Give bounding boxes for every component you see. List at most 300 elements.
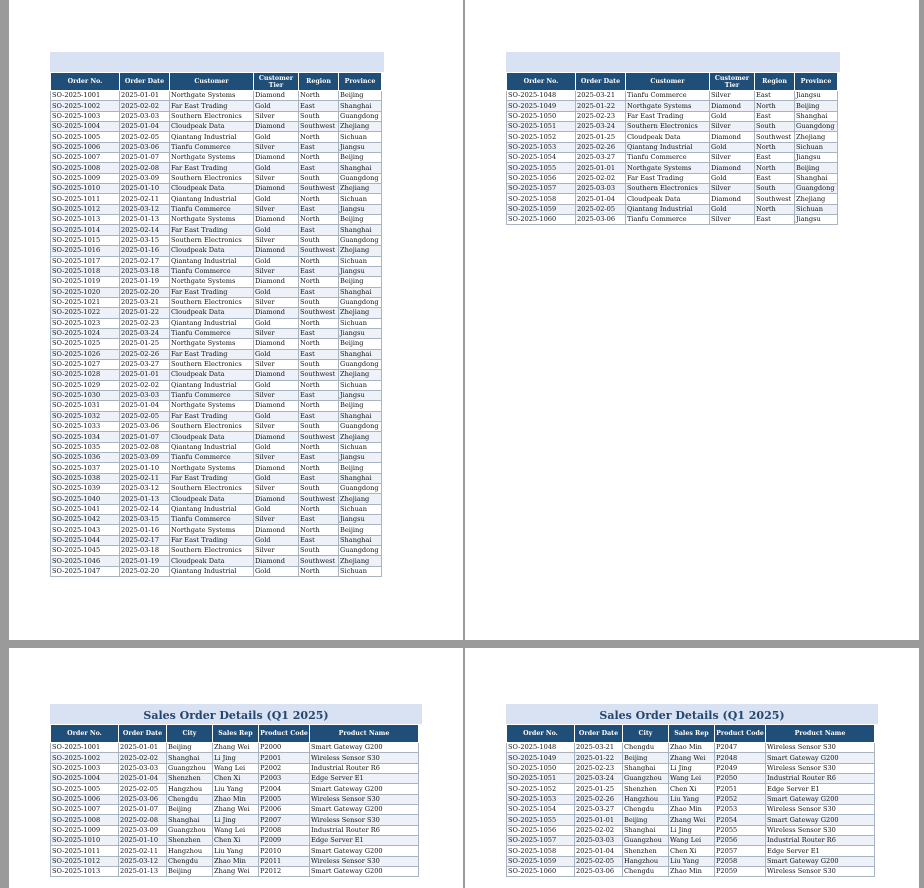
table-row — [507, 815, 875, 825]
table-cell: Beijing — [795, 163, 838, 173]
table-cell: Smart Gateway G200 — [310, 867, 419, 877]
table-cell: Gold — [254, 380, 299, 390]
table-cell: SO-2025-1027 — [51, 359, 120, 369]
table-cell: Guangdong — [795, 184, 838, 194]
table-cell: Guangdong — [339, 422, 382, 432]
table-cell: Jiangsu — [339, 390, 382, 400]
table-cell: SO-2025-1034 — [51, 432, 120, 442]
table-cell: Wang Lei — [669, 774, 715, 784]
table-cell: Southern Electronics — [626, 184, 710, 194]
table-cell: Silver — [254, 111, 299, 121]
column-header: Customer — [170, 73, 254, 91]
table-cell: North — [299, 215, 339, 225]
table-row — [51, 308, 382, 318]
table-cell: Silver — [710, 184, 755, 194]
header-row — [51, 725, 419, 743]
table-row — [51, 277, 382, 287]
table-cell: SO-2025-1019 — [51, 277, 120, 287]
table-cell: Hangzhou — [167, 784, 213, 794]
table-row — [507, 763, 875, 773]
table-row — [51, 328, 382, 338]
table-cell: SO-2025-1047 — [51, 566, 120, 576]
table-cell: Guangdong — [795, 122, 838, 132]
table-cell: Wang Lei — [213, 825, 259, 835]
table-cell: Gold — [254, 194, 299, 204]
table-cell: Diamond — [710, 132, 755, 142]
table-cell: Tianfu Commerce — [170, 328, 254, 338]
table-cell: SO-2025-1031 — [51, 401, 120, 411]
table-cell: Far East Trading — [626, 173, 710, 183]
table-cell: Far East Trading — [170, 349, 254, 359]
table-cell: Zhejiang — [339, 308, 382, 318]
table-cell: Wireless Sensor S30 — [766, 867, 875, 877]
table-cell: Beijing — [339, 463, 382, 473]
table-cell: Cloudpeak Data — [170, 122, 254, 132]
table-cell: Shanghai — [795, 111, 838, 121]
table-row — [507, 794, 875, 804]
table-cell: 2025-01-07 — [120, 153, 170, 163]
table-cell: Gold — [710, 111, 755, 121]
table-cell: SO-2025-1011 — [51, 846, 119, 856]
table-cell: SO-2025-1043 — [51, 525, 120, 535]
table-cell: North — [299, 339, 339, 349]
table-cell: SO-2025-1055 — [507, 815, 575, 825]
table-cell: Gold — [254, 163, 299, 173]
table-row — [507, 846, 875, 856]
table-row — [51, 484, 382, 494]
table-row — [51, 380, 382, 390]
table-cell: Northgate Systems — [170, 153, 254, 163]
table-cell: North — [299, 132, 339, 142]
table-cell: SO-2025-1009 — [51, 825, 119, 835]
table-cell: Silver — [254, 390, 299, 400]
table-cell: Guangdong — [339, 235, 382, 245]
table-row — [507, 805, 875, 815]
table-cell: Smart Gateway G200 — [766, 856, 875, 866]
table-cell: Sichuan — [339, 380, 382, 390]
table-cell: 2025-02-14 — [120, 504, 170, 514]
table-cell: North — [299, 153, 339, 163]
table-cell: Diamond — [254, 494, 299, 504]
table-cell: South — [299, 359, 339, 369]
table-cell: 2025-02-11 — [120, 473, 170, 483]
column-header: Order Date — [576, 73, 626, 91]
table-cell: Smart Gateway G200 — [310, 784, 419, 794]
table-cell: Edge Server E1 — [766, 784, 875, 794]
table-cell: SO-2025-1006 — [51, 794, 119, 804]
table-row — [51, 836, 419, 846]
table-cell: Gold — [254, 225, 299, 235]
table-row — [51, 142, 382, 152]
table-block — [50, 52, 384, 577]
table-cell: Southwest — [299, 556, 339, 566]
table-row — [507, 122, 838, 132]
table-cell: 2025-03-09 — [120, 173, 170, 183]
table-row — [507, 867, 875, 877]
table-row — [51, 753, 419, 763]
table-row — [51, 774, 419, 784]
table-cell: SO-2025-1049 — [507, 753, 575, 763]
table-cell: 2025-01-04 — [120, 122, 170, 132]
table-row — [51, 515, 382, 525]
table-cell: 2025-03-15 — [120, 235, 170, 245]
table-cell: SO-2025-1008 — [51, 163, 120, 173]
table-cell: Shenzhen — [623, 846, 669, 856]
table-cell: Industrial Router R6 — [310, 825, 419, 835]
table-cell: Beijing — [339, 277, 382, 287]
table-cell: 2025-03-06 — [120, 422, 170, 432]
table-cell: Southern Electronics — [626, 122, 710, 132]
table-cell: Zhejiang — [339, 246, 382, 256]
table-cell: 2025-02-23 — [575, 763, 623, 773]
table-cell: East — [299, 101, 339, 111]
table-cell: Silver — [254, 515, 299, 525]
table-cell: 2025-02-20 — [120, 566, 170, 576]
table-cell: P2053 — [715, 805, 766, 815]
table-row — [507, 856, 875, 866]
table-cell: 2025-03-06 — [120, 142, 170, 152]
table-cell: SO-2025-1003 — [51, 111, 120, 121]
table-cell: 2025-03-27 — [576, 153, 626, 163]
table-cell: Northgate Systems — [170, 91, 254, 101]
column-header: Province — [339, 73, 382, 91]
table-cell: SO-2025-1054 — [507, 153, 576, 163]
table-cell: Guangdong — [339, 173, 382, 183]
table-cell: Southwest — [755, 194, 795, 204]
table-cell: Silver — [254, 235, 299, 245]
table-cell: Chengdu — [623, 867, 669, 877]
table-cell: Shanghai — [339, 535, 382, 545]
table-cell: Gold — [710, 142, 755, 152]
table-cell: East — [299, 204, 339, 214]
table-row — [51, 556, 382, 566]
table-cell: 2025-02-02 — [120, 101, 170, 111]
table-cell: Northgate Systems — [170, 339, 254, 349]
table-cell: 2025-02-20 — [120, 287, 170, 297]
table-cell: Far East Trading — [170, 225, 254, 235]
table-cell: SO-2025-1005 — [51, 132, 120, 142]
table-cell: South — [299, 173, 339, 183]
table-cell: 2025-03-21 — [575, 743, 623, 753]
table-cell: Edge Server E1 — [310, 774, 419, 784]
table-cell: SO-2025-1040 — [51, 494, 120, 504]
table-cell: North — [299, 318, 339, 328]
table-row — [51, 111, 382, 121]
table-cell: 2025-02-02 — [119, 753, 167, 763]
table-cell: Shanghai — [339, 473, 382, 483]
table-cell: Jiangsu — [795, 153, 838, 163]
table-row — [51, 856, 419, 866]
table-cell: Shanghai — [339, 411, 382, 421]
table-cell: Zhejiang — [339, 556, 382, 566]
table-cell: Diamond — [254, 525, 299, 535]
orders-table-customers-cont — [506, 72, 838, 225]
table-cell: SO-2025-1042 — [51, 515, 120, 525]
table-cell: Tianfu Commerce — [626, 91, 710, 101]
table-cell: Diamond — [254, 215, 299, 225]
table-cell: 2025-03-12 — [119, 856, 167, 866]
table-cell: 2025-02-08 — [119, 815, 167, 825]
table-cell: Beijing — [167, 805, 213, 815]
table-cell: 2025-02-08 — [120, 442, 170, 452]
table-cell: Cloudpeak Data — [170, 370, 254, 380]
table-cell: 2025-01-07 — [120, 432, 170, 442]
table-row — [51, 359, 382, 369]
table-cell: Silver — [254, 422, 299, 432]
table-cell: 2025-01-07 — [119, 805, 167, 815]
table-cell: Smart Gateway G200 — [766, 794, 875, 804]
table-cell: Guangzhou — [623, 774, 669, 784]
table-cell: Zhejiang — [795, 194, 838, 204]
table-cell: SO-2025-1004 — [51, 122, 120, 132]
table-cell: SO-2025-1029 — [51, 380, 120, 390]
table-row — [51, 215, 382, 225]
table-cell: Diamond — [254, 308, 299, 318]
table-cell: Southwest — [299, 308, 339, 318]
table-cell: North — [299, 463, 339, 473]
table-cell: 2025-02-26 — [576, 142, 626, 152]
table-cell: Wang Lei — [213, 763, 259, 773]
table-cell: SO-2025-1016 — [51, 246, 120, 256]
column-header: City — [623, 725, 669, 743]
table-cell: SO-2025-1048 — [507, 743, 575, 753]
column-header: Region — [755, 73, 795, 91]
table-row — [507, 101, 838, 111]
print-page-4 — [465, 648, 919, 888]
table-row — [51, 422, 382, 432]
table-cell: 2025-03-27 — [575, 805, 623, 815]
table-cell: SO-2025-1059 — [507, 204, 576, 214]
table-cell: South — [299, 297, 339, 307]
table-cell: Cloudpeak Data — [626, 194, 710, 204]
table-cell: Wireless Sensor S30 — [766, 743, 875, 753]
table-block — [50, 704, 422, 877]
table-cell: Gold — [254, 504, 299, 514]
table-cell: South — [755, 122, 795, 132]
table-block — [506, 52, 840, 225]
table-cell: Beijing — [339, 401, 382, 411]
print-page-2 — [465, 0, 919, 640]
table-row — [51, 370, 382, 380]
table-cell: 2025-01-10 — [119, 836, 167, 846]
table-cell: Shenzhen — [167, 836, 213, 846]
table-cell: Sichuan — [795, 142, 838, 152]
table-cell: Diamond — [254, 463, 299, 473]
table-cell: Chen Xi — [669, 846, 715, 856]
table-cell: SO-2025-1015 — [51, 235, 120, 245]
table-cell: Diamond — [254, 556, 299, 566]
table-cell: East — [299, 453, 339, 463]
table-cell: Silver — [254, 142, 299, 152]
table-cell: Industrial Router R6 — [766, 836, 875, 846]
table-cell: 2025-02-26 — [120, 349, 170, 359]
table-cell: Cloudpeak Data — [170, 246, 254, 256]
table-cell: Zhao Min — [669, 867, 715, 877]
table-cell: Southern Electronics — [170, 235, 254, 245]
table-cell: SO-2025-1013 — [51, 215, 120, 225]
table-cell: Guangzhou — [623, 836, 669, 846]
table-cell: Gold — [254, 318, 299, 328]
table-cell: P2007 — [259, 815, 310, 825]
table-row — [507, 111, 838, 121]
table-cell: P2008 — [259, 825, 310, 835]
column-header: City — [167, 725, 213, 743]
table-row — [51, 763, 419, 773]
table-cell: Far East Trading — [170, 101, 254, 111]
table-cell: 2025-01-04 — [120, 401, 170, 411]
table-cell: SO-2025-1060 — [507, 867, 575, 877]
table-cell: SO-2025-1051 — [507, 774, 575, 784]
table-cell: P2050 — [715, 774, 766, 784]
table-cell: Silver — [254, 266, 299, 276]
table-row — [51, 473, 382, 483]
print-page-1 — [9, 0, 463, 640]
table-row — [507, 215, 838, 225]
table-cell: 2025-03-09 — [120, 453, 170, 463]
table-cell: SO-2025-1033 — [51, 422, 120, 432]
table-cell: 2025-01-25 — [120, 339, 170, 349]
table-cell: Northgate Systems — [170, 525, 254, 535]
table-cell: Beijing — [167, 867, 213, 877]
table-row — [507, 184, 838, 194]
table-cell: 2025-02-14 — [120, 225, 170, 235]
table-cell: Shanghai — [339, 287, 382, 297]
table-cell: SO-2025-1055 — [507, 163, 576, 173]
table-cell: South — [299, 422, 339, 432]
table-cell: SO-2025-1052 — [507, 132, 576, 142]
table-row — [51, 246, 382, 256]
table-cell: East — [755, 111, 795, 121]
table-row — [507, 163, 838, 173]
table-cell: Diamond — [710, 194, 755, 204]
table-cell: SO-2025-1007 — [51, 805, 119, 815]
table-cell: 2025-02-05 — [119, 784, 167, 794]
table-cell: Silver — [254, 359, 299, 369]
table-cell: Jiangsu — [339, 142, 382, 152]
table-cell: Jiangsu — [339, 453, 382, 463]
table-cell: SO-2025-1022 — [51, 308, 120, 318]
table-row — [51, 101, 382, 111]
table-cell: Gold — [254, 566, 299, 576]
table-cell: Cloudpeak Data — [170, 308, 254, 318]
table-cell: Beijing — [339, 525, 382, 535]
table-cell: 2025-03-03 — [576, 184, 626, 194]
table-cell: Beijing — [339, 153, 382, 163]
table-cell: P2057 — [715, 846, 766, 856]
table-cell: 2025-03-06 — [575, 867, 623, 877]
table-cell: Southwest — [299, 370, 339, 380]
table-cell: Jiangsu — [339, 204, 382, 214]
table-cell: Northgate Systems — [170, 215, 254, 225]
table-cell: P2006 — [259, 805, 310, 815]
table-row — [507, 774, 875, 784]
orders-table-products — [50, 724, 419, 877]
table-cell: P2001 — [259, 753, 310, 763]
table-cell: 2025-03-21 — [576, 91, 626, 101]
table-cell: SO-2025-1056 — [507, 825, 575, 835]
table-cell: Shenzhen — [167, 774, 213, 784]
table-cell: Southwest — [299, 246, 339, 256]
table-cell: East — [299, 328, 339, 338]
table-cell: Silver — [254, 546, 299, 556]
column-header: Region — [299, 73, 339, 91]
print-page-3 — [9, 648, 463, 888]
table-row — [51, 91, 382, 101]
table-cell: Wang Lei — [669, 836, 715, 846]
table-cell: Zhejiang — [339, 494, 382, 504]
table-row — [51, 235, 382, 245]
table-cell: Diamond — [710, 163, 755, 173]
table-cell: Hangzhou — [623, 794, 669, 804]
table-cell: 2025-01-25 — [576, 132, 626, 142]
table-cell: Guangdong — [339, 484, 382, 494]
table-cell: Jiangsu — [339, 328, 382, 338]
table-cell: East — [299, 163, 339, 173]
table-cell: Qiantang Industrial — [170, 194, 254, 204]
report-title: Sales Order Details (Q1 2025) — [506, 704, 878, 724]
table-cell: Gold — [254, 132, 299, 142]
title-band — [506, 52, 840, 72]
table-cell: Chengdu — [167, 794, 213, 804]
table-cell: Silver — [254, 173, 299, 183]
table-cell: 2025-02-05 — [576, 204, 626, 214]
table-cell: East — [299, 515, 339, 525]
table-row — [51, 153, 382, 163]
table-row — [507, 836, 875, 846]
table-cell: Li Jing — [213, 815, 259, 825]
table-cell: SO-2025-1008 — [51, 815, 119, 825]
report-title: Sales Order Details (Q1 2025) — [50, 704, 422, 724]
table-row — [51, 432, 382, 442]
table-cell: Cloudpeak Data — [170, 494, 254, 504]
table-cell: SO-2025-1051 — [507, 122, 576, 132]
table-row — [51, 453, 382, 463]
table-cell: East — [299, 411, 339, 421]
table-cell: SO-2025-1028 — [51, 370, 120, 380]
table-cell: Diamond — [254, 432, 299, 442]
table-cell: Qiantang Industrial — [170, 566, 254, 576]
table-cell: 2025-01-04 — [575, 846, 623, 856]
table-cell: SO-2025-1039 — [51, 484, 120, 494]
table-cell: Southern Electronics — [170, 484, 254, 494]
table-cell: Wireless Sensor S30 — [310, 856, 419, 866]
table-cell: Liu Yang — [213, 846, 259, 856]
table-cell: 2025-03-06 — [119, 794, 167, 804]
table-cell: SO-2025-1053 — [507, 142, 576, 152]
table-cell: Southern Electronics — [170, 546, 254, 556]
table-cell: SO-2025-1049 — [507, 101, 576, 111]
table-cell: 2025-01-04 — [576, 194, 626, 204]
table-cell: North — [755, 101, 795, 111]
table-cell: Shanghai — [339, 225, 382, 235]
table-cell: Shanghai — [339, 163, 382, 173]
table-cell: Southwest — [299, 122, 339, 132]
table-cell: South — [299, 546, 339, 556]
table-cell: Chengdu — [623, 743, 669, 753]
table-cell: Southern Electronics — [170, 359, 254, 369]
table-cell: Zhao Min — [213, 856, 259, 866]
table-cell: Southern Electronics — [170, 297, 254, 307]
table-cell: Northgate Systems — [626, 101, 710, 111]
orders-table-customers — [50, 72, 382, 577]
table-cell: 2025-03-18 — [120, 266, 170, 276]
table-cell: Li Jing — [669, 763, 715, 773]
table-cell: Gold — [710, 204, 755, 214]
table-cell: North — [299, 194, 339, 204]
table-cell: Qiantang Industrial — [170, 380, 254, 390]
table-cell: Gold — [254, 349, 299, 359]
table-cell: Southern Electronics — [170, 422, 254, 432]
